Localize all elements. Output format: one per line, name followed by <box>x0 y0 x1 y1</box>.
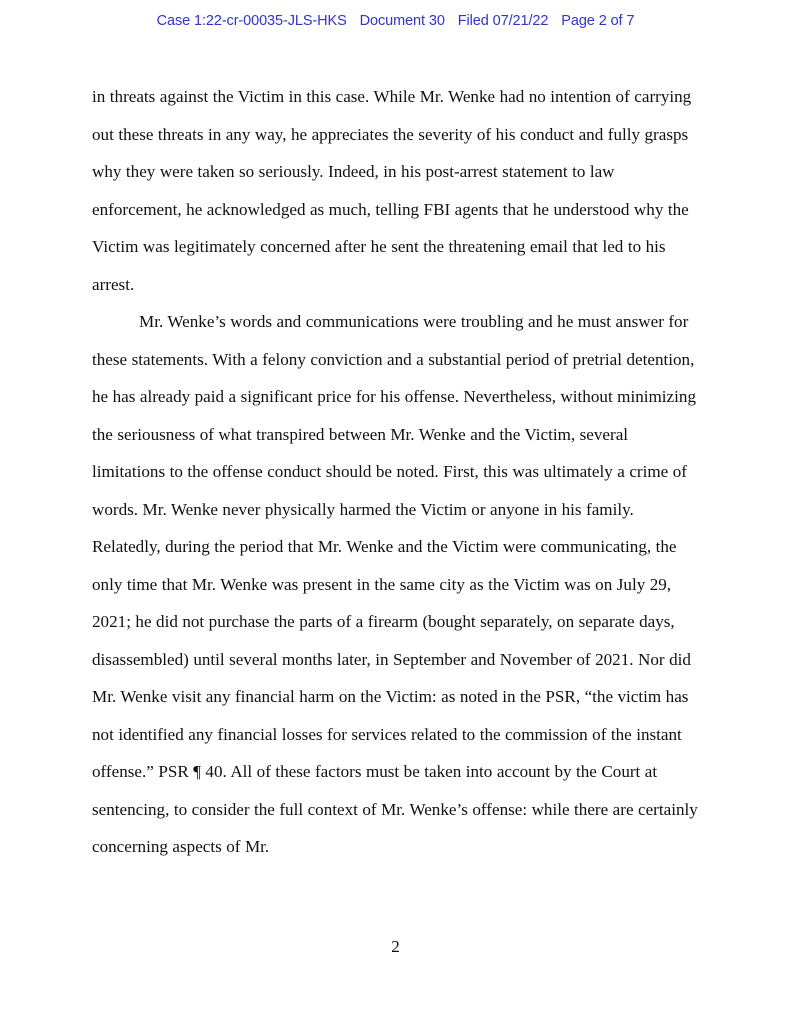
ecf-case-number: Case 1:22-cr-00035-JLS-HKS <box>156 13 347 29</box>
body-paragraph: in threats against the Victim in this case. While Mr. Wenke had no intention of carrying out these threats in any way, he appreciates the severity of his conduct and fully grasps why they were taken so seriously. Indeed, in his post-arrest statement to law enforcement, he acknowledged as much, telling FBI agents that he understood why the Victim was legitimately concerned after he sent the threatening email that led to his arrest. <box>92 87 692 294</box>
body-paragraph: Mr. Wenke’s words and communications were troubling and he must answer for these statements. With a felony conviction and a substantial period of pretrial detention, he has already paid a significant price for his offense. Nevertheless, without minimizing the seriousness of what transpired between Mr. Wenke and the Victim, several limitations to the offense conduct should be noted. First, this was ultimately a crime of words. Mr. Wenke never physically harmed the Victim or anyone in his family. Relatedly, during the period that Mr. Wenke and the Victim were communicating, the only time that Mr. Wenke was present in the same city as the Victim was on July 29, 2021; he did not purchase the parts of a firearm (bought separately, on separate days, disassembled) until several months later, in September and November of 2021. Nor did Mr. Wenke visit any financial harm on the Victim: as noted in the PSR, “the victim has not identified any financial losses for services related to the commission of the instant offense.” PSR ¶ 40. All of these factors must be taken into account by the Court at sentencing, to consider the full context of Mr. Wenke’s offense: while there are certainly concerning aspects of Mr. <box>92 312 698 856</box>
document-body <box>92 78 702 866</box>
ecf-header-stamp <box>0 13 791 29</box>
ecf-filed-date: Filed 07/21/22 <box>457 13 549 29</box>
ecf-page-label: Page 2 of 7 <box>561 13 635 29</box>
ecf-document-number: Document 30 <box>359 13 445 29</box>
page-number-footer: 2 <box>391 937 400 956</box>
